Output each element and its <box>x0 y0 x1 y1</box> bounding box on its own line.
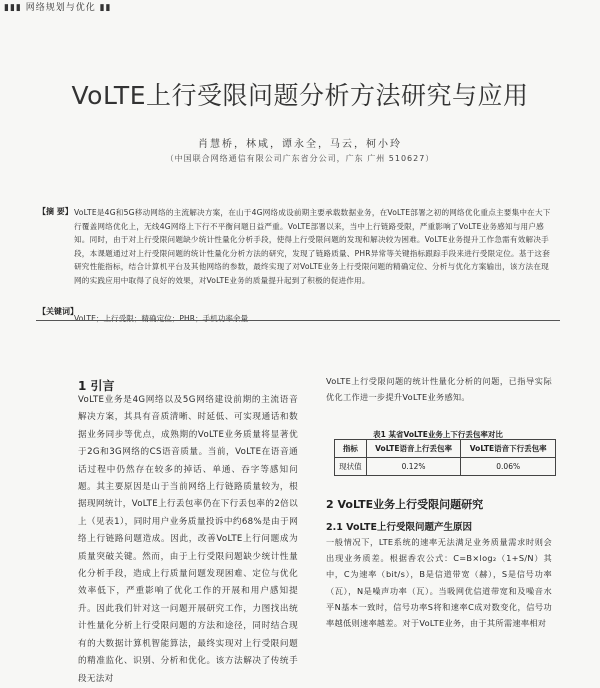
keywords <box>38 306 552 325</box>
abstract <box>38 206 552 287</box>
page-title: VoLTE上行受限问题分析方法研究与应用 <box>71 81 529 110</box>
section-1-heading: 1 引言 <box>78 379 115 393</box>
packet-loss-table <box>334 439 556 476</box>
keywords-text: VoLTE；上行受限；精确定位；PHR；手机功率余量 <box>74 314 249 323</box>
table-header-cell: 指标 <box>335 440 367 458</box>
divider <box>36 320 560 321</box>
table-row <box>335 458 556 476</box>
authors: 肖慧桥，林咸，谭永全，马云，柯小玲 <box>198 139 402 150</box>
table-caption: 表1 某省VoLTE业务上下行丢包率对比 <box>373 430 503 439</box>
abstract-text: VoLTE是4G和5G移动网络的主流解决方案，在山于4G网络成设前期主要承载数据业务，在VoLTE部署之初的网络优化重点主要集中在大下行覆盖网络优化上，无线4G网络上下行不平衡问题日益严重。VoLTE部署以来，当中上行链路受限，严重影响了VoLTE业务感知与用户感知。同时，由于对上行受限问题缺少统计性量化分析手段，使得上行受限问题的发现和解决较为困难。VoLTE业务提升工作急需有效解决手段，本课题通过对上行受限问题的统计性量化分析方法的研究，发现了链路质量、PHR异常等关键指标跟踪手段来进行受限定位。基于这套研究性能指标，结合计算机平台及其他网络的参数，最终实现了对VoLTE业务上行受限问题的精确定位、分析与优化方案输出，该方法在现网的实践应用中取得了良好的效果，对VoLTE业务的质量提升起到了积极的促进作用。 <box>74 208 551 285</box>
table-cell: 0.12% <box>366 458 461 476</box>
table-header-row <box>335 440 556 458</box>
journal-header: ▮▮▮ 网络规划与优化 ▮▮ <box>4 3 112 13</box>
table-cell: 0.06% <box>461 458 556 476</box>
affiliation: （中国联合网络通信有限公司广东省分公司，广东 广州 510627） <box>165 154 435 163</box>
table-header-cell: VoLTE语音上行丢包率 <box>366 440 461 458</box>
intro-paragraph: VoLTE业务是4G网络以及5G网络建设前期的主流语音解决方案，其具有音质清晰、时延低、可实现通话和数据业务同步等优点，成熟期的VoLTE业务质量将显著优于2G和3G网络的CS语音质量。当前，VoLTE在语音通话过程中仍然存在较多的掉话、单通、吞字等感知问题。其主要原因是山于当前网络上行链路质量较为，根据现网统计，VoLTE上行丢包率仍在下行丢包率的2倍以上（见表1），同时用户业务质量投诉中约68%是由于网络上行链路问题造成。因此，改善VoLTE上行问题成为质量突破关键。然而，由于上行受限问题缺少统计性量化分析手段，造成上行质量问题发现困难、定位与优化效率低下，严重影响了优化工作的开展和用户感知提升。因此我们针对这一问题开展研究工作，力图找出统计性量化分析上行受限问题的方法和途径，同时结合现有的大数据计算机智能算法，最终实现对上行受限问题的精准监化、识别、分析和优化。该方法解决了传统手段无法对 <box>78 395 298 684</box>
section-2-heading: 2 VoLTE业务上行受限问题研究 <box>326 498 484 511</box>
intro-continued-paragraph: VoLTE上行受限问题的统计性量化分析的问题，已指导实际优化工作进一步提升VoLTE业务感知。 <box>326 376 552 403</box>
section-2-1-paragraph: 一般情况下，LTE系统的速率无法满足业务质量需求时则会出现业务质差。根据香农公式：C=B×log₂（1+S/N）其中，C为速率（bit/s），B是信道带宽（赫），S是信号功率（瓦），N是噪声功率（瓦）。当吸网优信道带宽和及噪音水平N基本一致时，信号功率S将和速率C成对数变化，信号功率越低则速率越差。对于VoLTE业务，由于其所需速率相对 <box>326 537 552 629</box>
table-header-cell: VoLTE语音下行丢包率 <box>461 440 556 458</box>
keywords-label: 【关键词】 <box>38 307 78 316</box>
abstract-label: 【摘 要】 <box>38 207 73 216</box>
table-cell: 现状值 <box>335 458 367 476</box>
section-2-1-heading: 2.1 VoLTE上行受限问题产生原因 <box>326 522 472 533</box>
